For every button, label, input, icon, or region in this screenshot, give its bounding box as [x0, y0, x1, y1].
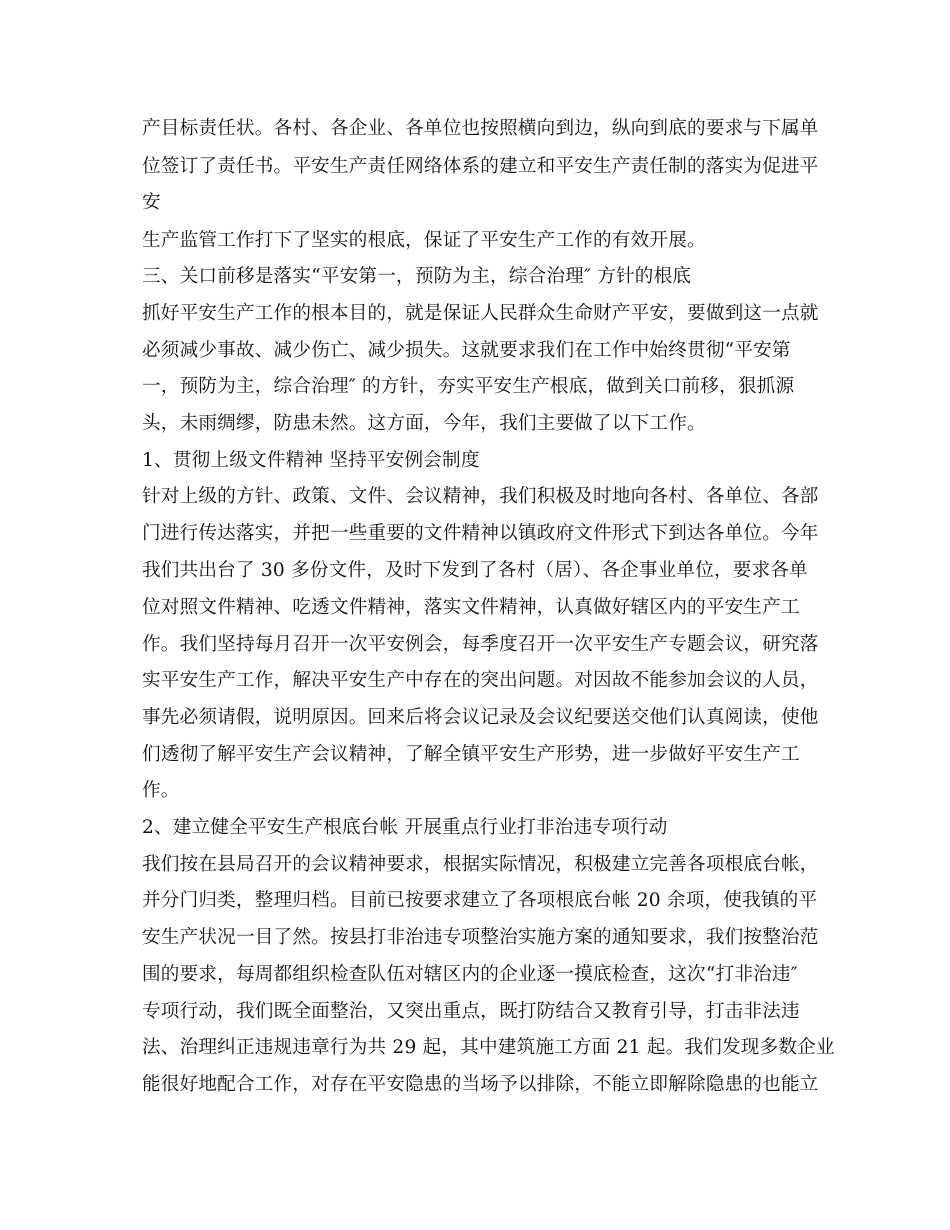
text-line: 位签订了责任书。平安生产责任网络体系的建立和平安生产责任制的落实为促进平 — [142, 156, 819, 177]
text-line: 作。 — [142, 780, 180, 801]
text-line: 并分门归类，整理归档。目前已按要求建立了各项根底台帐 20 余项，使我镇的平 — [142, 890, 818, 911]
text-line: 安生产状况一目了然。按县打非治违专项整治实施方案的通知要求，我们按整治范 — [142, 927, 819, 948]
text-line: 位对照文件精神、吃透文件精神，落实文件精神，认真做好辖区内的平安生产工 — [142, 597, 800, 618]
text-line: 产目标责任状。各村、各企业、各单位也按照横向到边，纵向到底的要求与下属单 — [142, 118, 819, 139]
text-line: 必须减少事故、减少伤亡、减少损失。这就要求我们在工作中始终贯彻“平安第 — [142, 340, 791, 361]
text-line: 头，未雨绸缪，防患未然。这方面，今年，我们主要做了以下工作。 — [142, 413, 706, 434]
text-line: 一，预防为主，综合治理″ 的方针，夯实平安生产根底，做到关口前移，狠抓源 — [142, 376, 795, 397]
text-line: 实平安生产工作，解决平安生产中存在的突出问题。对因故不能参加会议的人员， — [142, 670, 819, 691]
text-line: 们透彻了解平安生产会议精神，了解全镇平安生产形势，进一步做好平安生产工 — [142, 744, 800, 765]
text-line: 法、治理纠正违规违章行为共 29 起，其中建筑施工方面 21 起。我们发现多数企业 — [142, 1037, 835, 1058]
text-line: 门进行传达落实，并把一些重要的文件精神以镇政府文件形式下到达各单位。今年 — [142, 523, 819, 544]
subsection-heading: 2、建立健全平安生产根底台帐 开展重点行业打非治违专项行动 — [142, 817, 668, 838]
text-line: 我们按在县局召开的会议精神要求，根据实际情况，积极建立完善各项根底台帐， — [142, 854, 819, 875]
text-line: 我们共出台了 30 多份文件，及时下发到了各村（居）、各企事业单位，要求各单 — [142, 560, 808, 581]
text-line: 事先必须请假，说明原因。回来后将会议记录及会议纪要送交他们认真阅读，使他 — [142, 707, 819, 728]
section-heading: 三、关口前移是落实“平安第一，预防为主，综合治理″ 方针的根底 — [142, 266, 692, 287]
text-line: 围的要求，每周都组织检查队伍对辖区内的企业逐一摸底检查，这次“打非治违″ — [142, 964, 798, 985]
subsection-heading: 1、贯彻上级文件精神 坚持平安例会制度 — [142, 450, 480, 471]
text-line: 能很好地配合工作，对存在平安隐患的当场予以排除，不能立即解除隐患的也能立 — [142, 1074, 819, 1095]
text-line: 安 — [142, 192, 161, 213]
text-line: 抓好平安生产工作的根本目的，就是保证人民群众生命财产平安，要做到这一点就 — [142, 303, 819, 324]
text-line: 专项行动，我们既全面整治，又突出重点，既打防结合又教育引导，打击非法违 — [142, 1001, 800, 1022]
text-line: 针对上级的方针、政策、文件、会议精神，我们积极及时地向各村、各单位、各部 — [142, 486, 819, 507]
text-line: 生产监管工作打下了坚实的根底，保证了平安生产工作的有效开展。 — [142, 230, 706, 251]
text-line: 作。我们坚持每月召开一次平安例会，每季度召开一次平安生产专题会议，研究落 — [142, 634, 819, 655]
